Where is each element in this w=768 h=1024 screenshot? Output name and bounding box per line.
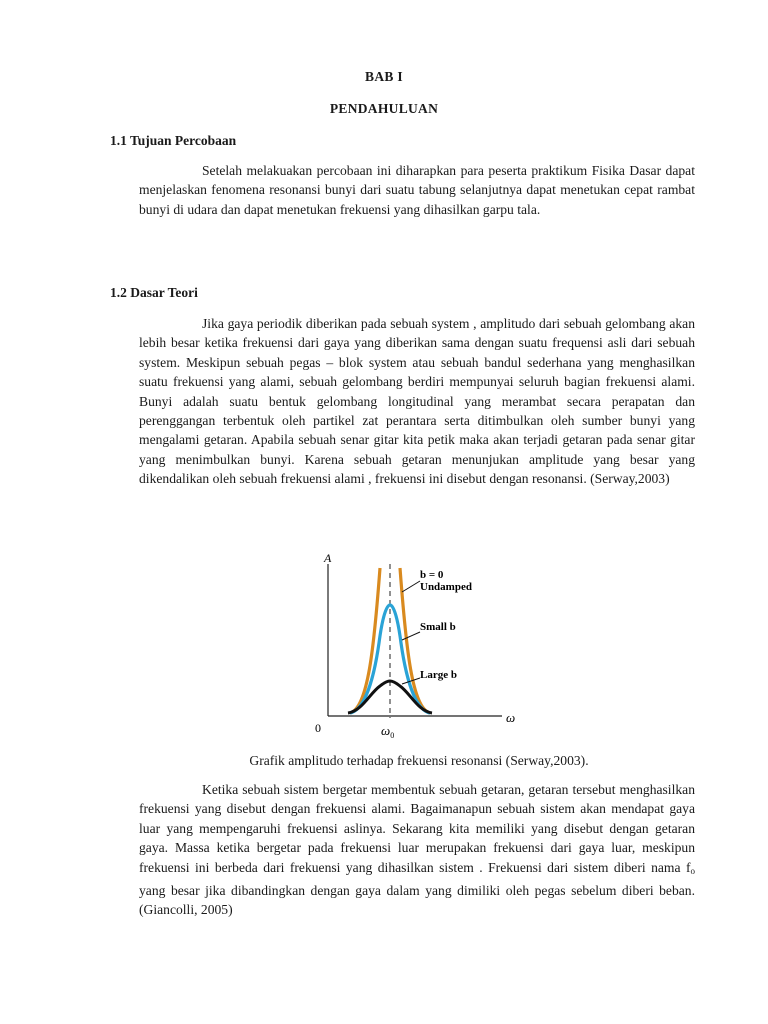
small-b-label: Small b <box>420 621 456 633</box>
b0-pointer <box>402 581 420 592</box>
resonance-figure <box>310 548 520 738</box>
section-heading-dasar-teori: 1.2 Dasar Teori <box>110 285 198 300</box>
origin-label: 0 <box>315 721 321 735</box>
undamped-label: Undamped <box>420 581 472 593</box>
section-heading-tujuan: 1.1 Tujuan Percobaan <box>110 133 237 148</box>
paragraph-dasar-teori-2 <box>139 780 695 920</box>
b0-label: b = 0 <box>420 569 444 581</box>
large-b-label: Large b <box>420 669 457 681</box>
figure-caption: Grafik amplitudo terhadap frekuensi resonansi (Serway,2003). <box>249 753 589 768</box>
paragraph-dasar-teori <box>139 314 695 489</box>
paragraph-2-text-a: Ketika sebuah sistem bergetar membentuk sebuah getaran, getaran tersebut menghasilkan frekuensi yang disebut dengan frekuensi alami. Bagaimanapun sebuah sistem akan mendapat gaya luar yang mempengaruhi frekuensi aslinya. Sekarang kita memiliki yang disebut dengan getaran gaya. Massa ketika bergetar pada frekuensi luar merupakan frekuensi dari gaya luar, meskipun frekuensi ini berbeda dari frekuensi yang dihasilkan sistem . Frekuensi dari sistem diberi nama f <box>139 782 695 875</box>
paragraph-tujuan-text: Setelah melakuakan percobaan ini diharapkan para peserta praktikum Fisika Dasar dapat menjelaskan fenomena resonansi bunyi dari suatu tabung selanjutnya dapat menetukan cepat rambat bunyi di udara dan dapat menetukan frekuensi yang dihasilkan garpu tala. <box>139 163 695 217</box>
paragraph-dasar-teori-text: Jika gaya periodik diberikan pada sebuah system , amplitudo dari sebuah gelombang akan lebih besar ketika frekuensi dari gaya yang diberikan sama dengan suatu frequensi asli dari sebuah system. Meskipun sebuah pegas – blok system atau sebuah bandul sederhana yang menghasilkan suatu frekuensi yang alami, sebuah gelombang berdiri mempunyai seluruh bagian frekuensi alami. Bunyi adalah suatu bentuk gelombang longitudinal yang merambat secara perapatan dan perenggangan terbentuk oleh partikel zat perantara serta ditimbulkan oleh sumber bunyi yang mengalami getaran. Apabila sebuah senar gitar kita petik maka akan terjadi getaran pada senar gitar yang menimbulkan bunyi. Karena sebuah getaran menunjukan amplitude yang besar yang dikendalikan oleh sebuah frekuensi alami , frekuensi ini disebut dengan resonansi. (Serway,2003) <box>139 316 695 487</box>
paragraph-2-text-b: yang besar jika dibandingkan dengan gaya dalam yang dimiliki oleh pegas sebelum diberi beban. (Giancolli, 2005) <box>139 883 695 918</box>
omega0-label: $\omega_0$ <box>381 723 395 738</box>
chapter-title: PENDAHULUAN <box>329 101 439 116</box>
paragraph-tujuan <box>139 161 695 219</box>
x-axis-label: ω <box>506 710 516 725</box>
chapter-label: BAB I <box>365 69 403 84</box>
frequency-subscript: o <box>690 865 695 876</box>
y-axis-label: A <box>324 551 332 565</box>
